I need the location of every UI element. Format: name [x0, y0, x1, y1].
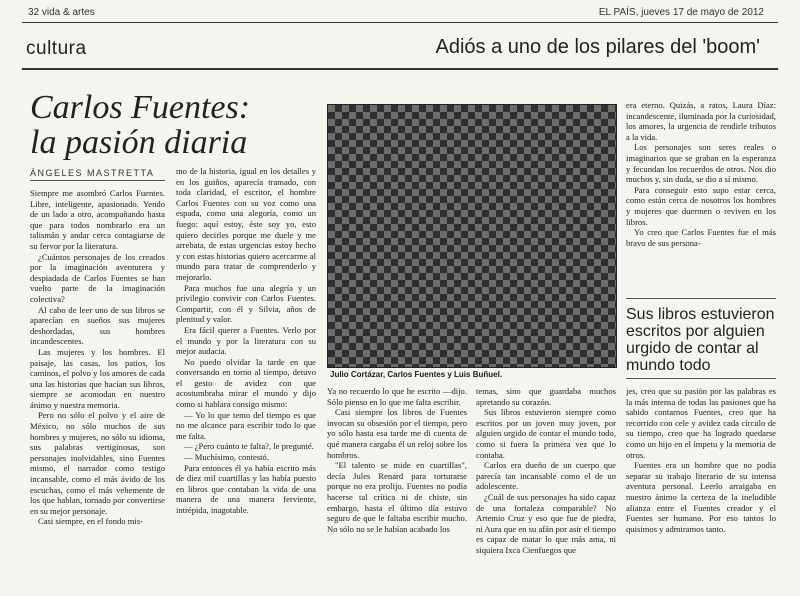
paragraph: Yo creo que Carlos Fuentes fue el más bravo de sus persona-	[626, 227, 776, 248]
section-label: cultura	[26, 38, 87, 59]
article-column-1	[30, 188, 165, 590]
paragraph: Los personajes son seres reales o imaginarios que se graban en la esperanza y fecundan los recuerdos de otros. Nos dio muchos y, sin duda, se dio a sí mismo.	[626, 142, 776, 185]
headline	[30, 90, 250, 160]
paragraph: era eterno. Quizás, a ratos, Laura Díaz: incandescente, iluminada por la curiosidad, los amores, la urgencia de rendirle tributos a la vida.	[626, 100, 776, 142]
paragraph: Al cabo de leer uno de sus libros se aparecían en sueños sus mujeres deshordadas, sus hombres incandescentes.	[30, 304, 165, 347]
paragraph: Fuentes era un hombre que no podía separar su trabajo literario de su intensa aventura personal. Leerlo arraigaba en nuestro ánimo la certeza de la ineludible alianza entre el Fuentes creador y el Fuentes ser humano. Por eso tantos lo quisimos y admiramos tanto.	[626, 460, 776, 534]
page-folio: 32 vida & artes	[28, 7, 95, 18]
pullquote-rule-bottom	[626, 378, 776, 379]
section-rule	[22, 68, 778, 70]
headline-line-1: Carlos Fuentes:	[30, 89, 251, 126]
paragraph: — ¿Pero cuánto te falta?, le pregunté.	[184, 441, 314, 452]
masthead-date: EL PAÍS, jueves 17 de mayo de 2012	[598, 7, 764, 18]
paragraph: Para conseguir esto supo estar cerca, como están cerca de nosotros los hombres y mujeres que duermen o reviven en los libros.	[626, 184, 776, 227]
paragraph: Las mujeres y los hombres. El paisaje, las casas, los patios, los caminos, el polvo y los amores de cada una las historias que hacían sus libros, siempre se acomodan en nuestro ánimo y nuestra memoria.	[30, 346, 165, 410]
paragraph: Para muchos fue una alegría y un privilegio convivir con Carlos Fuentes. Compartir, con él y Silvia, años de plenitud y valor.	[176, 282, 316, 325]
paragraph: Sus libros estuvieron siempre como escritos por un joven muy joven, por alguien urgido de contar el mundo todo, como si fuera la primera vez que lo contaba.	[476, 407, 616, 460]
pullquote-rule-top	[626, 298, 776, 299]
paragraph: mo de la historia, igual en los detalles y en los guiños, aparecía tramado, con toda claridad, el escritor, el hombre Carlos Fuentes con su voz como una espada, como una alegoría, como un fuego: aquí estoy, éste soy yo, esto quiero decirles porque me duele y me arrebata, de estas urgencias estoy hecho y con estas historias quiero acercarme al mundo para tratar de comprenderlo y mejorarlo.	[176, 166, 316, 282]
article-column-3	[327, 386, 467, 590]
paragraph: — Muchísimo, contestó.	[184, 452, 269, 463]
paragraph: — Yo lo que temo del tiempo es que no me alcance para escribir todo lo que me falta.	[176, 409, 316, 441]
pull-quote: Sus libros estuvieron escritos por alguien urgido de contar al mundo todo	[626, 306, 775, 374]
top-rule	[22, 22, 778, 23]
paragraph: Casi siempre los libros de Fuentes invocan su obsesión por el tiempo, pero yo sólo hasta esa tarde me di cuenta de qué manera cargaba él un reloj sobre los hombros.	[327, 407, 467, 460]
article-column-2	[176, 166, 316, 590]
paragraph: Ya no recuerdo lo que he escrito —dijo. Sólo pienso en lo que me falta escribir.	[327, 386, 467, 407]
paragraph: "El talento se mide en cuartillas", decía Jules Renard para torturarse porque no era prolijo. Fuentes no podía hacerse tal crítica ni de chiste, sin embargo, hasta el último día estuvo seguro de que le faltaba escribir mucho. No sólo no se le habían acabado los	[327, 460, 467, 534]
paragraph: Para entonces él ya había escrito más de diez mil cuartillas y las había puesto en libros que contaban la vida de una manera de una manera ferviente, intrépida, inagotable.	[176, 462, 316, 515]
byline: ÁNGELES MASTRETTA	[30, 168, 155, 178]
paragraph: ¿Cuál de sus personajes ha sido capaz de una fortaleza comparable? No Artemio Cruz y eso que fue de piedra, ni Aura que en su afán por asir el tiempo es capaz de matar lo que más ama, ni siquiera Ixca Cienfuegos que	[476, 491, 616, 555]
headline-line-2: la pasión diaria	[30, 124, 248, 161]
photo-caption: Julio Cortázar, Carlos Fuentes y Luis Buñuel.	[330, 370, 503, 379]
byline-rule	[30, 180, 165, 181]
paragraph: Pero no sólo el polvo y el aire de México, no sólo muchos de sus hombres y mujeres, no sólo su idioma, sus palabras vertiginosas, son personajes inolvidables, sino Fuentes mismo, el narrador como testigo incansable, como el más ávido de los escuchas, como el más vehemente de los que hablan, tornado por convertirse en su mejor personaje.	[30, 410, 165, 516]
article-photo	[327, 104, 617, 368]
paragraph: jes, creo que su pasión por las palabras es la más intensa de todas las pasiones que ha sabido contarnos Fuentes, creo que ha recorrido con cele y avidez cada círculo de su tiempo, creo que ha logrado quedarse como un hijo en el ímpetu y la memoria de otros.	[626, 386, 776, 460]
paragraph: Casi siempre, en el fondo mis-	[38, 516, 144, 527]
article-column-5-bottom	[626, 386, 776, 590]
paragraph: temas, sino que guardaba muchos apretando su corazón.	[476, 386, 616, 407]
paragraph: Era fácil querer a Fuentes. Verlo por el mundo y por la literatura con su mejor audacia.	[176, 324, 316, 357]
paragraph: Siempre me asombró Carlos Fuentes. Libre, inteligente, apasionado. Yendo de un lado a otro, acompañando hasta que para todos nombrarlo era un talismán y andar cerca contagiarse de su fervor por la literatura.	[30, 188, 165, 251]
article-column-4	[476, 386, 616, 590]
kicker-headline: Adiós a uno de los pilares del 'boom'	[435, 36, 760, 58]
paragraph: ¿Cuántos personajes de los creados por la imaginación aventurera y despiadada de Carlos Fuentes se han vuelto parte de la imaginación colectiva?	[30, 251, 165, 304]
article-column-5-top	[626, 100, 776, 296]
paragraph: Carlos era dueño de un cuerpo que parecía tan incansable como el de un adolescente.	[476, 460, 616, 492]
paragraph: No puedo olvidar la tarde en que conversando en torno al tiempo, detuvo el gesto de avidez con que acostumbraba mirar el mundo y dijo como si hablara consigo mismo:	[176, 356, 316, 410]
